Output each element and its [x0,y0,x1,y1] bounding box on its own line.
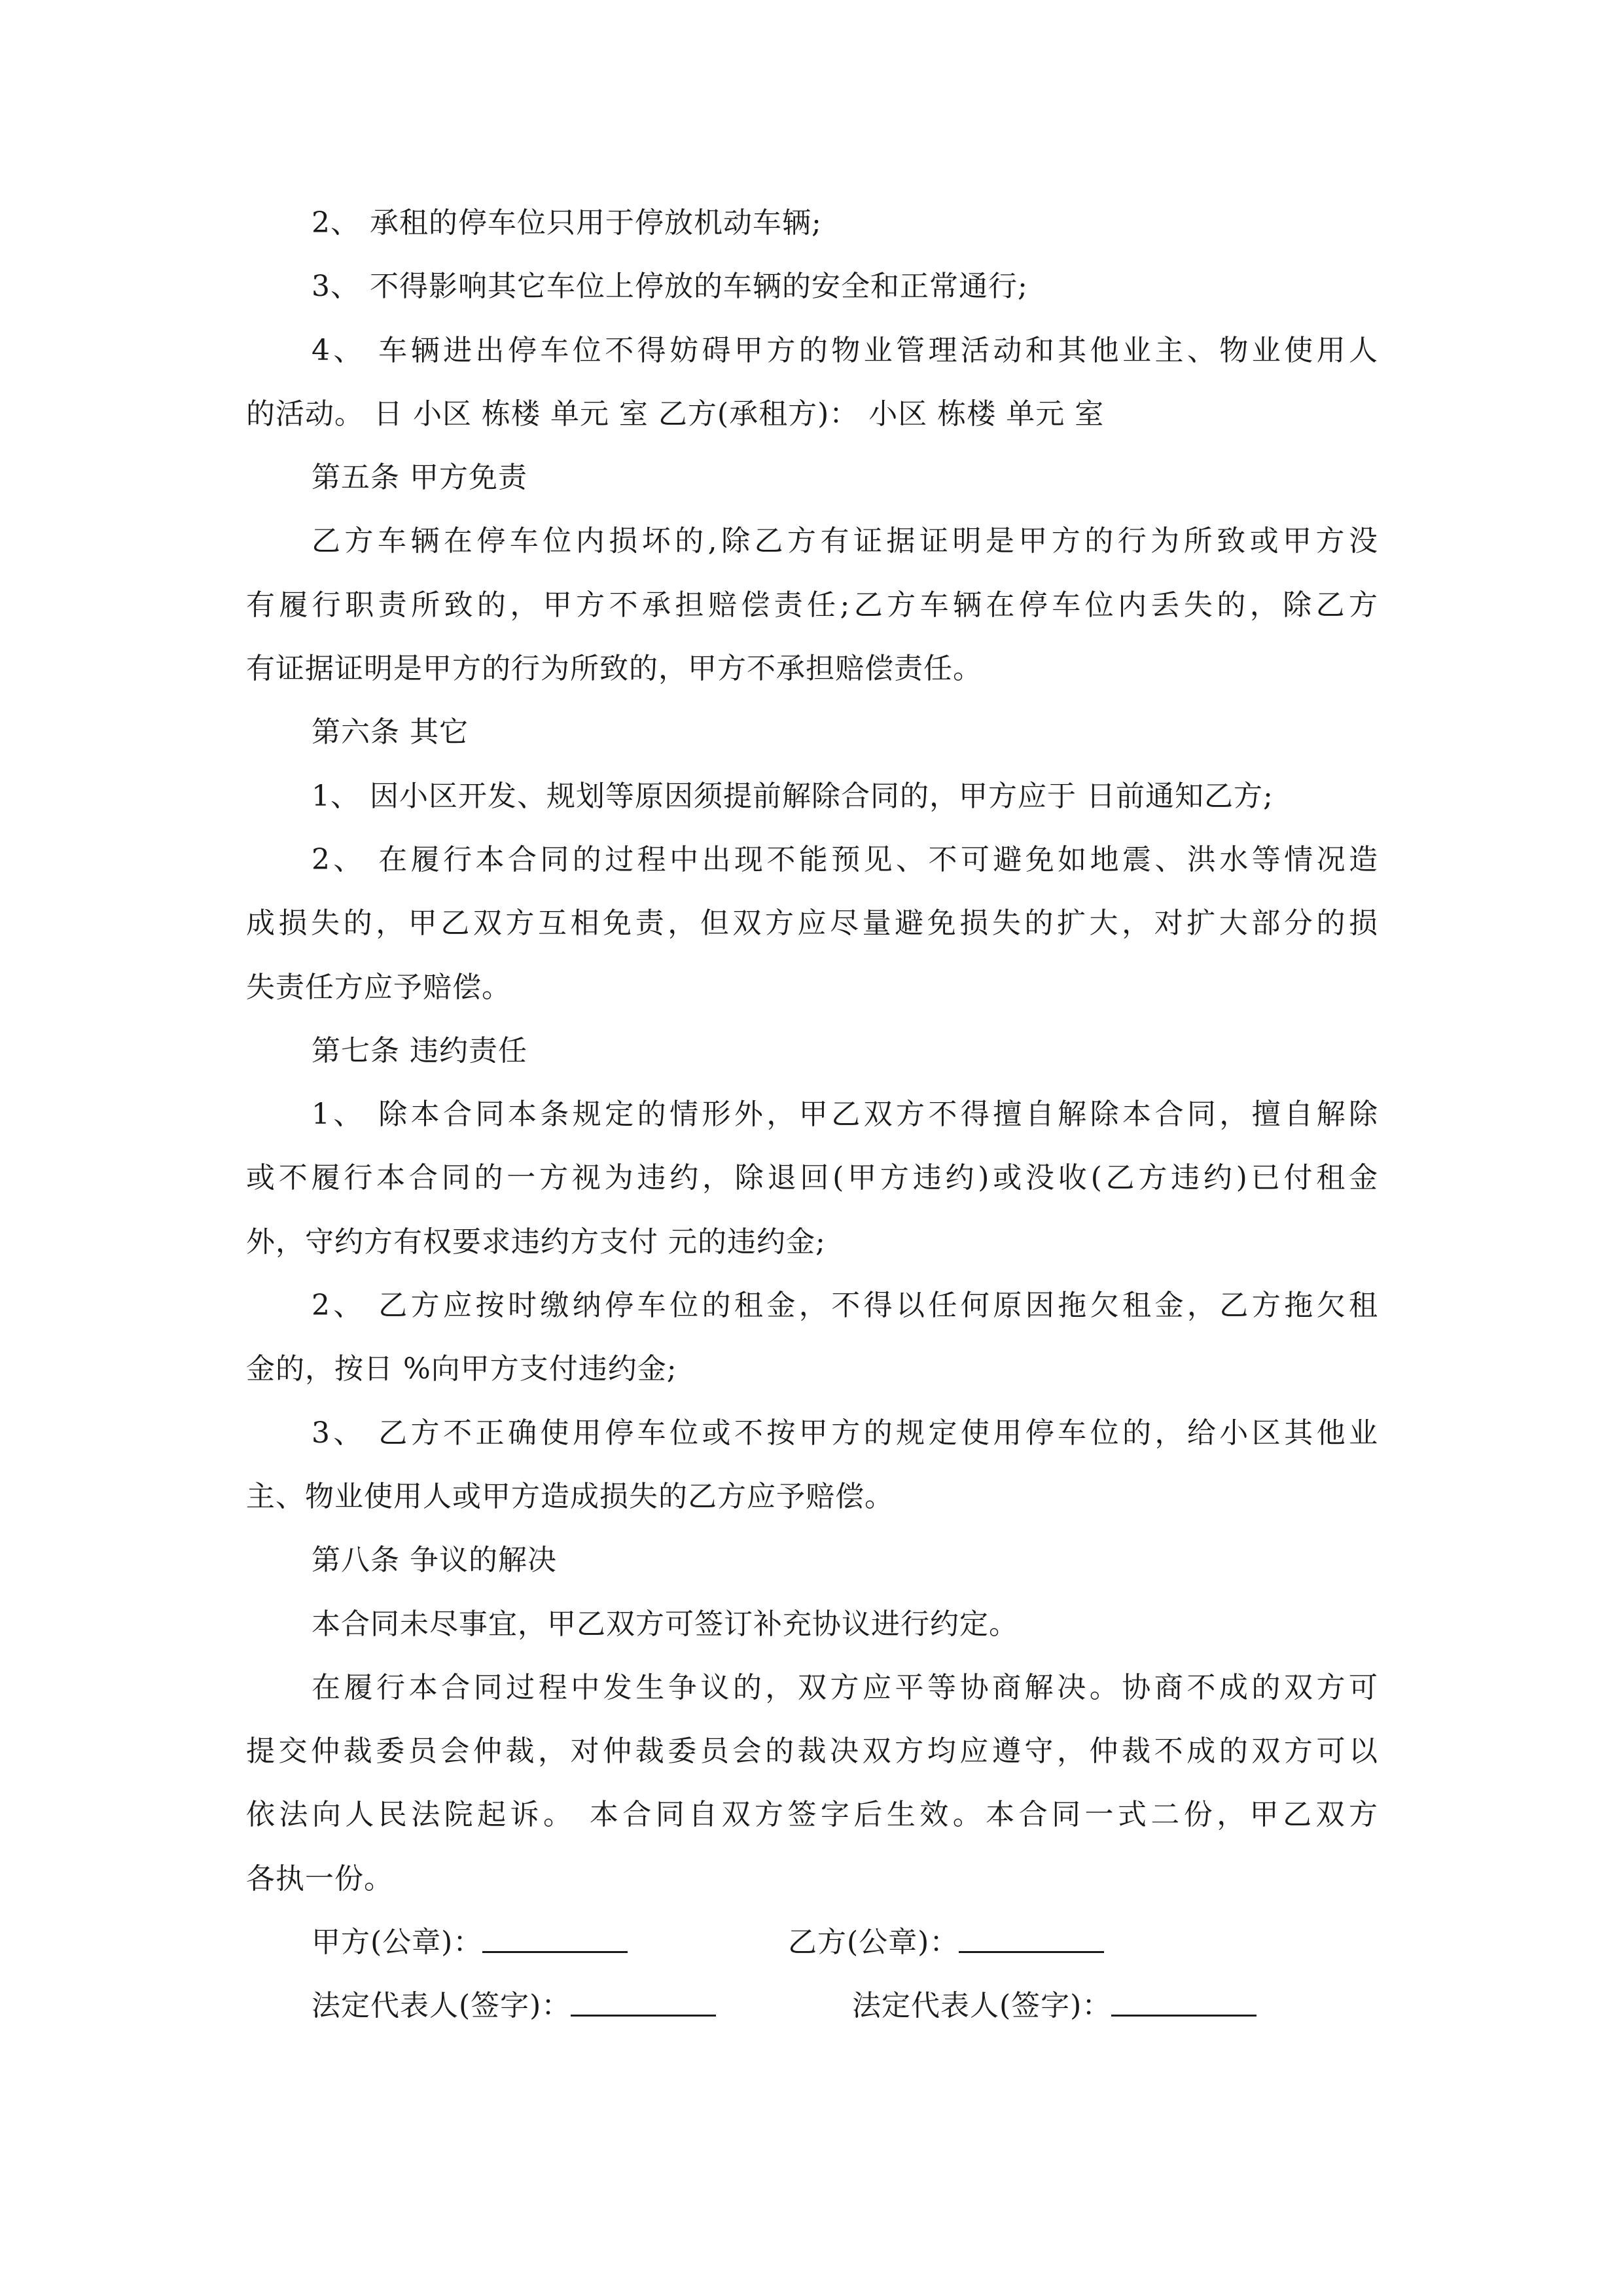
clause4-item-2: 2、 承租的停车位只用于停放机动车辆; [312,206,822,240]
party-b-rep-label: 法定代表人(签字)： [852,1989,1112,2023]
party-b-seal-label: 乙方(公章)： [788,1926,959,1960]
party-a-rep [312,1974,716,2037]
signature-row-seal [246,1910,1378,1974]
party-a-rep-blank[interactable] [571,1988,716,2017]
article7-line: 2、 乙方应按时缴纳停车位的租金，不得以任何原因拖欠租金，乙方拖欠租 [312,1289,1378,1323]
article8-line: 本合同未尽事宜，甲乙双方可签订补充协议进行约定。 [312,1607,1018,1641]
article7-line: 金的，按日 %向甲方支付违约金; [246,1352,677,1386]
party-a-rep-label: 法定代表人(签字)： [312,1989,571,2023]
clause4-item-4-cont: 的活动。 日 小区 栋楼 单元 室 乙方(承租方)： 小区 栋楼 单元 室 [246,397,1105,431]
article6-heading: 第六条 其它 [312,715,469,749]
signature-row-rep [246,1974,1378,2037]
article7-line: 1、 除本合同本条规定的情形外，甲乙双方不得擅自解除本合同，擅自解除 [312,1098,1378,1132]
article7-line: 外，守约方有权要求违约方支付 元的违约金; [246,1225,826,1259]
article6-line: 1、 因小区开发、规划等原因须提前解除合同的，甲方应于 日前通知乙方; [312,779,1274,813]
article7-line: 3、 乙方不正确使用停车位或不按甲方的规定使用停车位的，给小区其他业 [312,1416,1378,1450]
article8-line: 依法向人民法院起诉。 本合同自双方签字后生效。本合同一式二份，甲乙双方 [246,1798,1378,1832]
clause4-item-4: 4、 车辆进出停车位不得妨碍甲方的物业管理活动和其他业主、物业使用人 [312,333,1378,367]
article6-line: 失责任方应予赔偿。 [246,970,511,1004]
article5-line: 有履行职责所致的，甲方不承担赔偿责任;乙方车辆在停车位内丢失的，除乙方 [246,588,1378,622]
article5-line: 乙方车辆在停车位内损坏的,除乙方有证据证明是甲方的行为所致或甲方没 [312,524,1378,558]
article7-line: 或不履行本合同的一方视为违约，除退回(甲方违约)或没收(乙方违约)已付租金 [246,1161,1378,1195]
party-b-rep [852,1974,1257,2037]
article6-line: 成损失的，甲乙双方互相免责，但双方应尽量避免损失的扩大，对扩大部分的损 [246,906,1378,941]
party-b-seal [788,1910,1104,1974]
article8-line: 各执一份。 [246,1861,393,1895]
article7-line: 主、物业使用人或甲方造成损失的乙方应予赔偿。 [246,1479,894,1513]
article5-heading: 第五条 甲方免责 [312,461,527,495]
party-a-seal-label: 甲方(公章)： [312,1926,483,1960]
party-a-seal [312,1910,628,1974]
party-a-seal-blank[interactable] [482,1925,628,1953]
article8-line: 在履行本合同过程中发生争议的，双方应平等协商解决。协商不成的双方可 [312,1670,1378,1704]
clause4-item-3: 3、 不得影响其它车位上停放的车辆的安全和正常通行; [312,270,1028,304]
article6-line: 2、 在履行本合同的过程中出现不能预见、不可避免如地震、洪水等情况造 [312,842,1378,876]
party-b-rep-blank[interactable] [1111,1988,1257,2017]
article7-heading: 第七条 违约责任 [312,1033,527,1067]
party-b-seal-blank[interactable] [959,1925,1104,1953]
contract-body [246,191,1378,2038]
article8-line: 提交仲裁委员会仲裁，对仲裁委员会的裁决双方均应遵守，仲裁不成的双方可以 [246,1734,1378,1768]
article5-line: 有证据证明是甲方的行为所致的，甲方不承担赔偿责任。 [246,652,982,686]
article8-heading: 第八条 争议的解决 [312,1543,557,1577]
